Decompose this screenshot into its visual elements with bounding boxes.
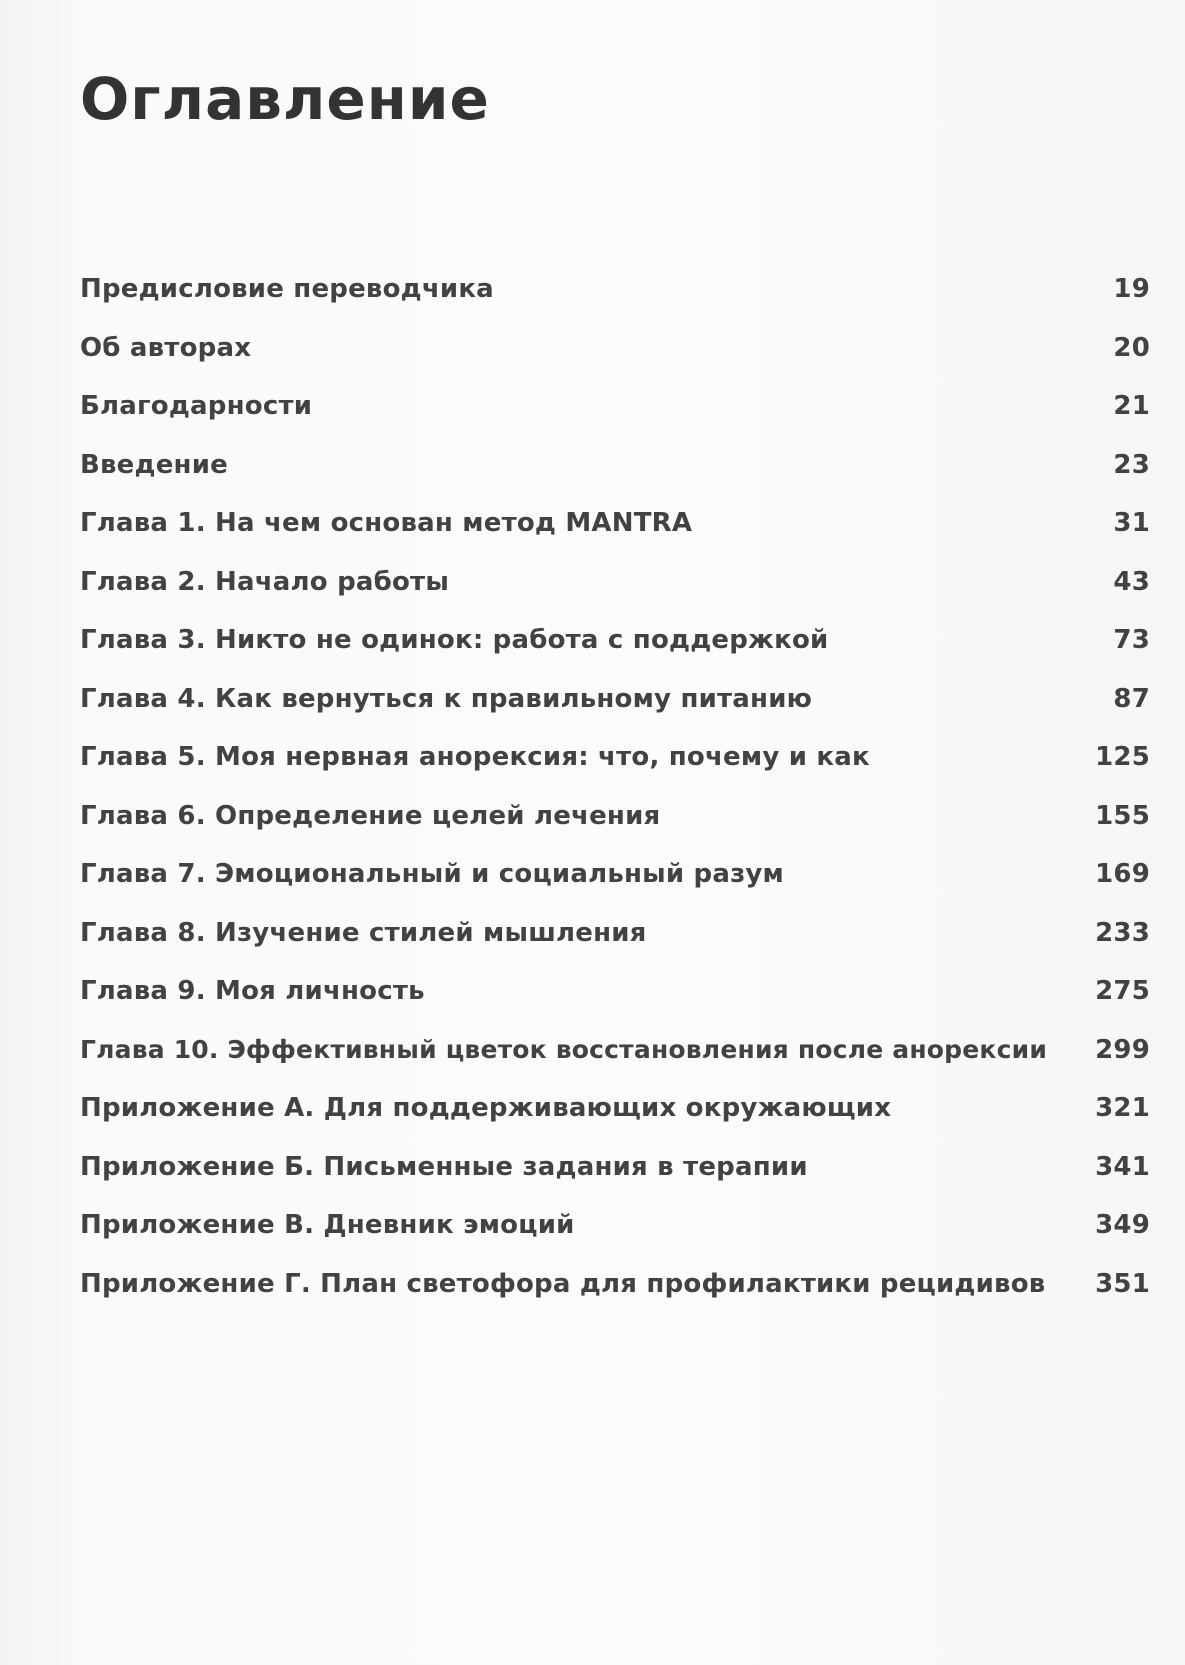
table-of-contents <box>80 274 1150 1327</box>
toc-entry-title: Глава 8. Изучение стилей мышления <box>80 917 647 948</box>
toc-entry-title: Приложение А. Для поддерживающих окружающих <box>80 1093 892 1123</box>
toc-entry-page-number: 321 <box>1095 1093 1150 1123</box>
toc-entry-title: Благодарности <box>80 391 313 421</box>
toc-entry-page-number: 23 <box>1113 449 1150 480</box>
toc-entry <box>80 508 1150 567</box>
toc-entry-title: Глава 3. Никто не одинок: работа с поддержкой <box>80 625 829 655</box>
toc-entry-title: Глава 10. Эффективный цветок восстановления после анорексии <box>80 1034 1048 1064</box>
toc-entry <box>80 859 1150 918</box>
toc-entry-title: Приложение В. Дневник эмоций <box>80 1210 575 1240</box>
toc-entry-page-number: 73 <box>1113 625 1150 655</box>
toc-entry-page-number: 31 <box>1113 508 1150 538</box>
toc-entry <box>80 684 1150 743</box>
toc-entry-page-number: 299 <box>1095 1034 1150 1065</box>
toc-entry-page-number: 233 <box>1095 917 1150 948</box>
toc-entry-title: Глава 1. На чем основан метод MANTRA <box>80 508 693 538</box>
toc-entry <box>80 1093 1150 1152</box>
toc-entry-page-number: 169 <box>1095 859 1150 889</box>
toc-entry <box>80 333 1150 392</box>
toc-entry <box>80 1210 1150 1269</box>
toc-entry-title: Глава 5. Моя нервная анорексия: что, почему и как <box>80 742 870 772</box>
toc-entry-page-number: 275 <box>1095 976 1150 1006</box>
page-title: Оглавление <box>80 65 490 133</box>
toc-entry-page-number: 351 <box>1095 1268 1150 1299</box>
toc-entry <box>80 742 1150 801</box>
toc-entry-page-number: 155 <box>1095 800 1150 831</box>
toc-entry <box>80 976 1150 1035</box>
toc-entry <box>80 1269 1150 1328</box>
toc-entry-title: Глава 9. Моя личность <box>80 976 425 1006</box>
toc-entry-title: Глава 2. Начало работы <box>80 566 450 597</box>
toc-entry-title: Предисловие переводчика <box>80 274 494 304</box>
toc-entry-title: Глава 6. Определение целей лечения <box>80 800 661 831</box>
toc-entry-page-number: 125 <box>1095 742 1150 772</box>
toc-entry <box>80 1035 1150 1094</box>
toc-entry-title: Приложение Б. Письменные задания в терапии <box>80 1151 808 1182</box>
toc-entry <box>80 1152 1150 1211</box>
toc-entry-page-number: 20 <box>1113 332 1150 363</box>
toc-entry-title: Приложение Г. План светофора для профилактики рецидивов <box>80 1268 1046 1299</box>
toc-entry <box>80 567 1150 626</box>
toc-entry-page-number: 21 <box>1113 391 1150 421</box>
toc-entry <box>80 391 1150 450</box>
toc-entry-page-number: 87 <box>1113 683 1150 714</box>
toc-entry <box>80 801 1150 860</box>
toc-entry <box>80 918 1150 977</box>
toc-entry-page-number: 43 <box>1113 566 1150 597</box>
toc-entry-title: Об авторах <box>80 332 252 363</box>
toc-entry <box>80 625 1150 684</box>
toc-entry-page-number: 341 <box>1095 1151 1150 1182</box>
toc-entry <box>80 450 1150 509</box>
toc-entry-title: Введение <box>80 449 228 480</box>
toc-entry <box>80 274 1150 333</box>
toc-entry-page-number: 349 <box>1095 1210 1150 1240</box>
toc-entry-title: Глава 7. Эмоциональный и социальный разум <box>80 859 784 889</box>
toc-entry-title: Глава 4. Как вернуться к правильному питанию <box>80 683 813 714</box>
toc-entry-page-number: 19 <box>1113 274 1150 304</box>
